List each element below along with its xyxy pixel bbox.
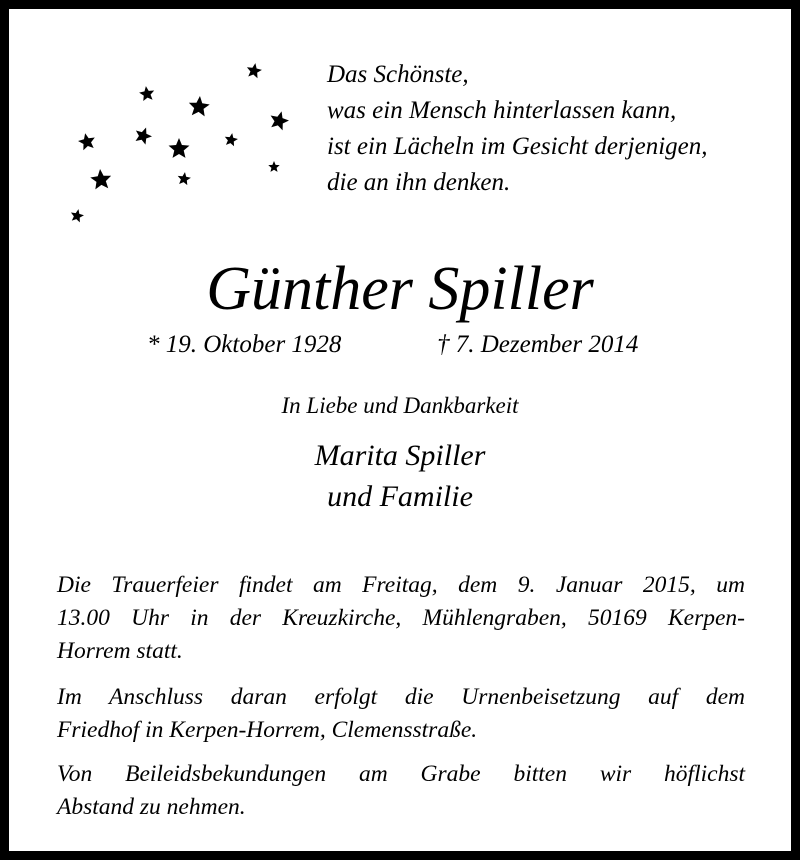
star-icon — [268, 161, 279, 172]
condolence-info — [57, 758, 745, 824]
condolence-line: Von Beileidsbekundungen am Grabe bitten wir höflichst — [57, 761, 745, 787]
star-icon — [77, 131, 97, 150]
family-name: Marita Spiller — [314, 439, 486, 472]
poem-line: die an ihn denken. — [327, 169, 511, 196]
deceased-name: Günther Spiller — [206, 255, 594, 323]
star-icon — [138, 85, 155, 101]
poem — [327, 57, 787, 201]
family-suffix: und Familie — [327, 480, 473, 513]
funeral-line: Horrem statt. — [57, 638, 183, 664]
funeral-line: 13.00 Uhr in der Kreuzkirche, Mühlengraben, 50169 Kerpen- — [57, 605, 745, 631]
star-icon — [132, 125, 154, 146]
stars-decoration — [59, 54, 309, 234]
star-icon — [223, 132, 238, 147]
poem-line: Das Schönste, — [327, 61, 469, 88]
burial-line: Friedhof in Kerpen-Horrem, Clemensstraße. — [57, 717, 478, 743]
star-icon — [169, 138, 190, 158]
star-icon — [90, 168, 113, 190]
birth-date: * 19. Oktober 1928 — [147, 331, 342, 358]
star-icon — [268, 109, 291, 131]
condolence-line: Abstand zu nehmen. — [57, 794, 246, 820]
burial-info — [57, 681, 745, 747]
star-icon — [177, 171, 192, 185]
burial-line: Im Anschluss daran erfolgt die Urnenbeisetzung auf dem — [57, 684, 745, 710]
family-signature — [9, 435, 791, 517]
funeral-line: Die Trauerfeier findet am Freitag, dem 9. Januar 2015, um — [57, 572, 745, 598]
star-icon — [69, 208, 85, 223]
star-icon — [245, 62, 263, 79]
star-icon — [188, 95, 211, 117]
death-date: † 7. Dezember 2014 — [437, 331, 639, 358]
dedication: In Liebe und Dankbarkeit — [281, 393, 519, 418]
funeral-info — [57, 569, 745, 668]
poem-line: was ein Mensch hinterlassen kann, — [327, 97, 677, 124]
poem-line: ist ein Lächeln im Gesicht derjenigen, — [327, 133, 708, 160]
